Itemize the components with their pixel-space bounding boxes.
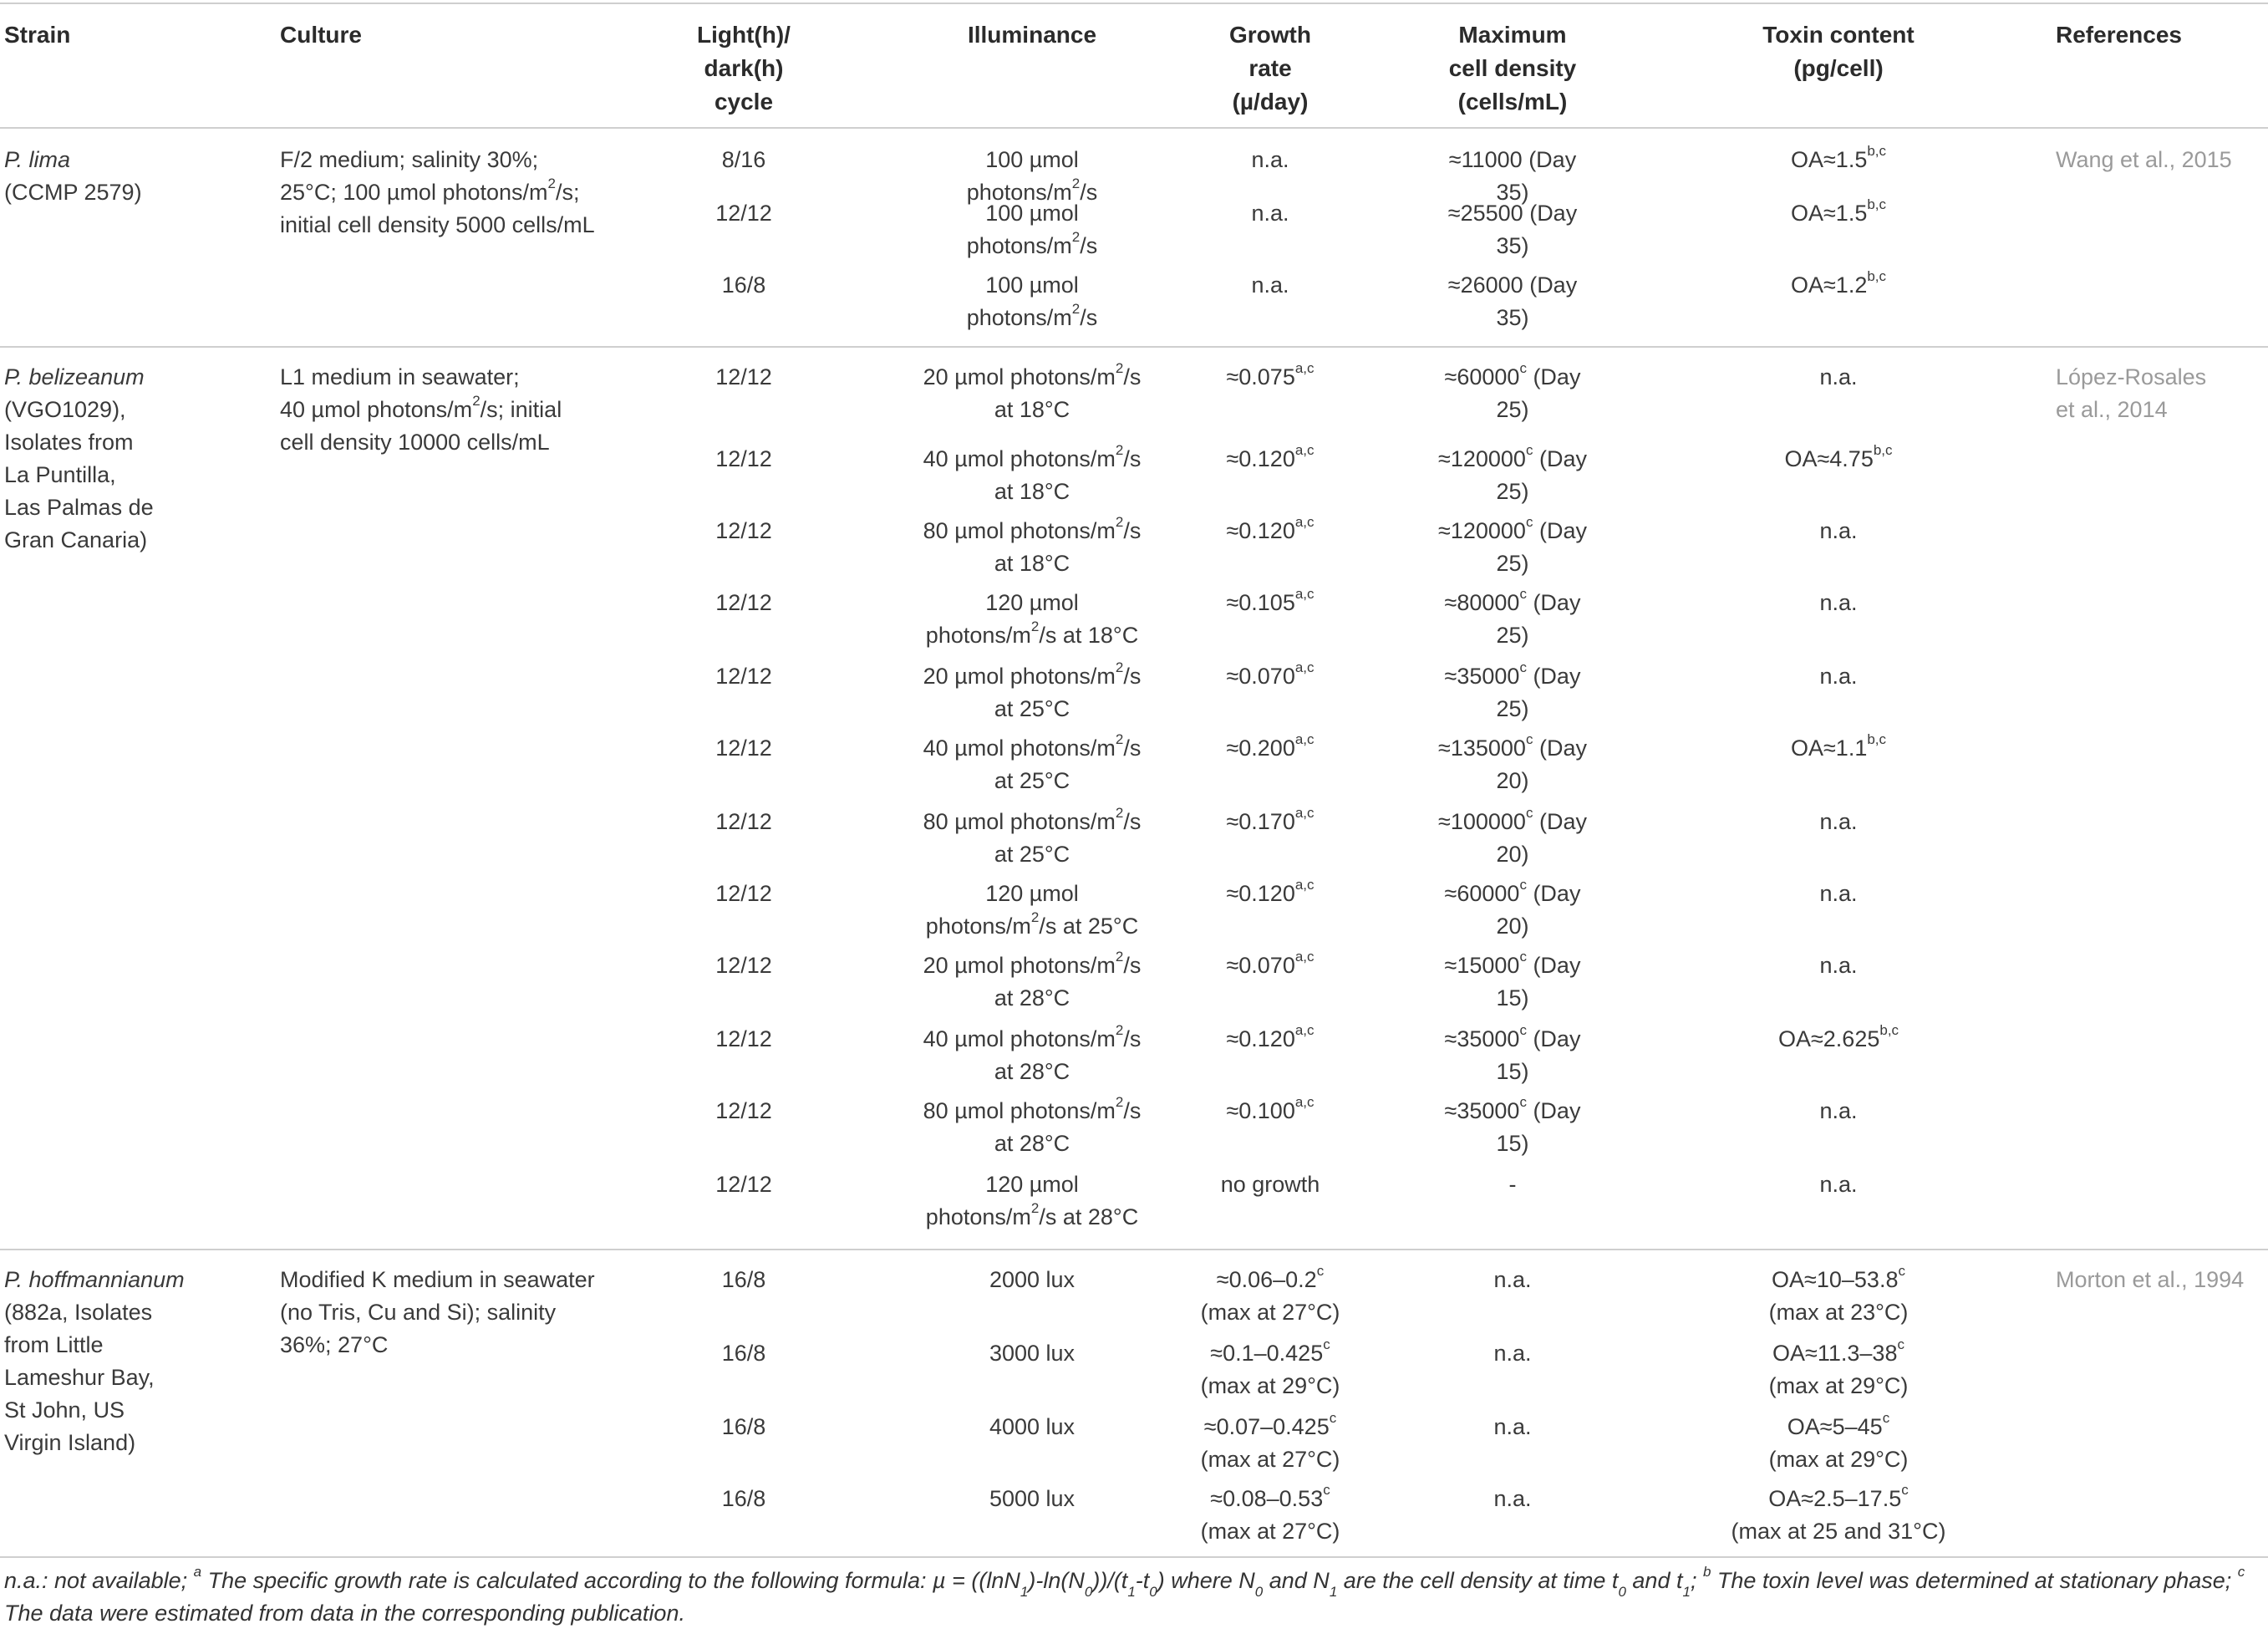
max-density-cell: - — [1508, 1172, 1517, 1197]
growth-rate-cell: $\approx 0.120^{a,c}$ — [1226, 514, 1315, 543]
max-density-cell: $\approx 35000^c$ (Day 25) — [1444, 659, 1581, 721]
illuminance-cell: 40 µmol photons/$m^2/s$ at 18°C — [923, 442, 1142, 504]
cycle-cell: 12/12 — [715, 1172, 772, 1197]
max-density-cell: n.a. — [1493, 1486, 1532, 1511]
group-separator — [0, 1249, 2268, 1250]
header-cycle: Light(h)/ dark(h) cycle — [697, 22, 791, 115]
header-culture: Culture — [280, 22, 362, 48]
max-density-cell: $\approx 135000^c$ (Day 20) — [1438, 731, 1587, 793]
toxin-content-cell: n.a. — [1819, 590, 1858, 615]
growth-rate-cell: ≈0.07–0.425$^c$ (max at 27°C) — [1200, 1410, 1340, 1472]
cycle-cell: 12/12 — [715, 364, 772, 389]
cycle-cell: 12/12 — [715, 736, 772, 761]
growth-rate-cell: $\approx 0.200^{a,c}$ — [1226, 731, 1315, 761]
illuminance-cell: 3000 lux — [989, 1341, 1076, 1366]
illuminance-cell: 80 µmol photons/$m^2/s$ at 25°C — [923, 805, 1142, 867]
cycle-cell: 12/12 — [715, 881, 772, 906]
growth-rate-cell: n.a. — [1251, 201, 1289, 226]
illuminance-cell: 120 µmol photons/$m^2/s$ at 18°C — [925, 590, 1139, 648]
illuminance-cell: 4000 lux — [989, 1414, 1076, 1439]
illuminance-cell: 100 µmol photons/$m^2/s$ — [966, 201, 1098, 258]
illuminance-cell: 120 µmol photons/$m^2/s$ at 28°C — [925, 1172, 1139, 1229]
toxin-content-cell: n.a. — [1819, 1172, 1858, 1197]
header-strain: Strain — [4, 22, 71, 48]
max-density-cell: $\approx 120000^c$ (Day 25) — [1438, 442, 1587, 504]
growth-rate-cell: n.a. — [1251, 272, 1289, 298]
max-density-cell: $\approx 35000^c$ (Day 15) — [1444, 1094, 1581, 1156]
growth-rate-cell: $\approx 0.120^{a,c}$ — [1226, 442, 1315, 471]
growth-rate-cell: $\approx 0.100^{a,c}$ — [1226, 1094, 1315, 1123]
growth-rate-cell: no growth — [1220, 1172, 1320, 1197]
illuminance-cell: 100 µmol photons/$m^2/s$ — [966, 272, 1098, 330]
cycle-cell: 12/12 — [715, 590, 772, 615]
toxin-content-cell: n.a. — [1819, 881, 1858, 906]
illuminance-cell: 40 µmol photons/$m^2/s$ at 25°C — [923, 731, 1142, 793]
toxin-content-cell: n.a. — [1819, 664, 1858, 689]
cycle-cell: 12/12 — [715, 1098, 772, 1123]
illuminance-cell: 40 µmol photons/$m^2/s$ at 28°C — [923, 1022, 1142, 1084]
max-density-cell: $\approx 60000^c$ (Day 25) — [1444, 360, 1581, 422]
cycle-cell: 12/12 — [715, 664, 772, 689]
cycle-cell: 8/16 — [721, 147, 766, 172]
max-density-cell: ≈11000 (Day 35) — [1448, 147, 1577, 205]
toxin-content-cell: n.a. — [1819, 364, 1858, 389]
reference-cell: Morton et al., 1994 — [2056, 1267, 2245, 1292]
growth-rate-cell: ≈0.06–0.2$^c$ (max at 27°C) — [1200, 1263, 1340, 1325]
header-references: References — [2056, 22, 2182, 48]
cycle-cell: 12/12 — [715, 446, 772, 471]
illuminance-cell: 20 µmol photons/$m^2/s$ at 25°C — [923, 659, 1142, 721]
illuminance-cell: 20 µmol photons/$m^2/s$ at 28°C — [923, 949, 1142, 1010]
illuminance-cell: 80 µmol photons/$m^2/s$ at 28°C — [923, 1094, 1142, 1156]
max-density-cell: $\approx 15000^c$ (Day 15) — [1444, 949, 1581, 1010]
cycle-cell: 12/12 — [715, 1026, 772, 1051]
max-density-cell: ≈26000 (Day 35) — [1447, 272, 1578, 330]
toxin-content-cell: $OA\approx 2.625^{b,c}$ — [1777, 1022, 1899, 1051]
header-toxin-content: Toxin content (pg/cell) — [1762, 22, 1915, 81]
growth-rate-cell: n.a. — [1251, 147, 1289, 172]
illuminance-cell: 20 µmol photons/$m^2/s$ at 18°C — [923, 360, 1142, 422]
illuminance-cell: 5000 lux — [989, 1486, 1076, 1511]
cycle-cell: 12/12 — [715, 953, 772, 978]
culture-cell: Modified K medium in seawater (no Tris, Cu and Si); salinity 36%; 27°C — [280, 1267, 595, 1357]
top-rule — [0, 3, 2268, 4]
toxin-content-cell: $OA\approx 1.5^{b,c}$ — [1790, 143, 1887, 172]
max-density-cell: $\approx 100000^c$ (Day 20) — [1438, 805, 1587, 867]
toxin-content-cell: n.a. — [1819, 953, 1858, 978]
illuminance-cell: 2000 lux — [989, 1267, 1076, 1292]
growth-rate-cell: $\approx 0.070^{a,c}$ — [1226, 659, 1315, 689]
growth-rate-cell: $\approx 0.120^{a,c}$ — [1226, 877, 1315, 906]
header-max-density: Maximum cell density (cells/mL) — [1448, 22, 1577, 115]
toxin-content-cell: OA≈10–53.8$^c$ (max at 23°C) — [1768, 1263, 1909, 1325]
illuminance-cell: 120 µmol photons/$m^2/s$ at 25°C — [925, 881, 1139, 939]
toxin-content-cell: $OA\approx 11.3-38^c$ (max at 29°C) — [1768, 1336, 1909, 1398]
growth-rate-cell: $\approx 0.120^{a,c}$ — [1226, 1022, 1315, 1051]
growth-rate-cell: ≈0.1–0.425$^c$ (max at 29°C) — [1200, 1336, 1340, 1398]
toxin-content-cell: $OA\approx 1.5^{b,c}$ — [1790, 196, 1887, 226]
cycle-cell: 16/8 — [721, 1267, 766, 1292]
bottom-rule — [0, 1556, 2268, 1558]
strain-cell: P. hoffmannianum (882a, Isolates from Little Lameshur Bay, St John, US Virgin Island) — [4, 1267, 185, 1455]
footnote: n.a.: not available; $^a$ The specific growth rate is calculated according to the following formula: $\mu = ((\ln N_1)-\ln(N_0))/(t_1-t_0)$ where $N_0$ and $N_1$ are the cell density at time $t_0$ and $t_1$; $^b$ The toxin level was determined at stationary phase; $^c$ The data were estimated from data in the corresponding publication. — [4, 1564, 2245, 1626]
strain-cell: P. belizeanum (VGO1029), Isolates from La Puntilla, Las Palmas de Gran Canaria) — [4, 364, 154, 552]
growth-rate-cell: $\approx 0.105^{a,c}$ — [1226, 586, 1315, 615]
cycle-cell: 16/8 — [721, 1414, 766, 1439]
max-density-cell: $\approx 35000^c$ (Day 15) — [1444, 1022, 1581, 1084]
toxin-content-cell: n.a. — [1819, 518, 1858, 543]
header-growth-rate: Growth rate (µ/day) — [1229, 22, 1311, 115]
toxin-content-cell: $OA\approx 1.2^{b,c}$ — [1790, 268, 1887, 298]
growth-rate-cell: $\approx 0.070^{a,c}$ — [1226, 949, 1315, 978]
toxin-content-cell: n.a. — [1819, 1098, 1858, 1123]
reference-cell: Wang et al., 2015 — [2056, 147, 2232, 172]
cycle-cell: 16/8 — [721, 1341, 766, 1366]
growth-rate-cell: $\approx 0.075^{a,c}$ — [1226, 360, 1315, 389]
group-separator — [0, 346, 2268, 348]
max-density-cell: n.a. — [1493, 1341, 1532, 1366]
max-density-cell: $\approx 120000^c$ (Day 25) — [1438, 514, 1587, 576]
toxin-content-cell: OA≈2.5–17.5$^c$ (max at 25 and 31°C) — [1731, 1482, 1946, 1544]
toxin-content-cell: $OA\approx 1.1^{b,c}$ — [1790, 731, 1887, 761]
cycle-cell: 16/8 — [721, 1486, 766, 1511]
illuminance-cell: 100 µmol photons/$m^2/s$ — [966, 147, 1098, 205]
max-density-cell: $\approx 80000^c$ (Day 25) — [1444, 586, 1581, 648]
header-illuminance: Illuminance — [967, 22, 1097, 48]
culture-cell: F/2 medium; salinity 30%; 25°C; 100 µmol photons/$m^2/s$; initial cell density 5000 cells/mL — [280, 147, 595, 237]
max-density-cell: n.a. — [1493, 1414, 1532, 1439]
growth-rate-cell: $\approx 0.170^{a,c}$ — [1226, 805, 1315, 834]
toxin-content-cell: $OA\approx 4.75^{b,c}$ — [1784, 442, 1893, 471]
culture-cell: L1 medium in seawater; 40 µmol photons/$m^2/s$; initial cell density 10000 cells/mL — [280, 364, 562, 455]
cycle-cell: 12/12 — [715, 518, 772, 543]
max-density-cell: ≈25500 (Day 35) — [1447, 201, 1578, 258]
reference-cell: López-Rosales et al., 2014 — [2056, 364, 2207, 422]
cycle-cell: 12/12 — [715, 201, 772, 226]
cycle-cell: 12/12 — [715, 809, 772, 834]
cycle-cell: 16/8 — [721, 272, 766, 298]
header-rule — [0, 127, 2268, 129]
toxin-content-cell: $OA\approx 5-45^c$ (max at 29°C) — [1768, 1410, 1909, 1472]
illuminance-cell: 80 µmol photons/$m^2/s$ at 18°C — [923, 514, 1142, 576]
growth-rate-cell: ≈0.08–0.53$^c$ (max at 27°C) — [1200, 1482, 1340, 1544]
max-density-cell: n.a. — [1493, 1267, 1532, 1292]
toxin-content-cell: n.a. — [1819, 809, 1858, 834]
max-density-cell: $\approx 60000^c$ (Day 20) — [1444, 877, 1581, 939]
strain-cell: P. lima (CCMP 2579) — [4, 147, 142, 205]
